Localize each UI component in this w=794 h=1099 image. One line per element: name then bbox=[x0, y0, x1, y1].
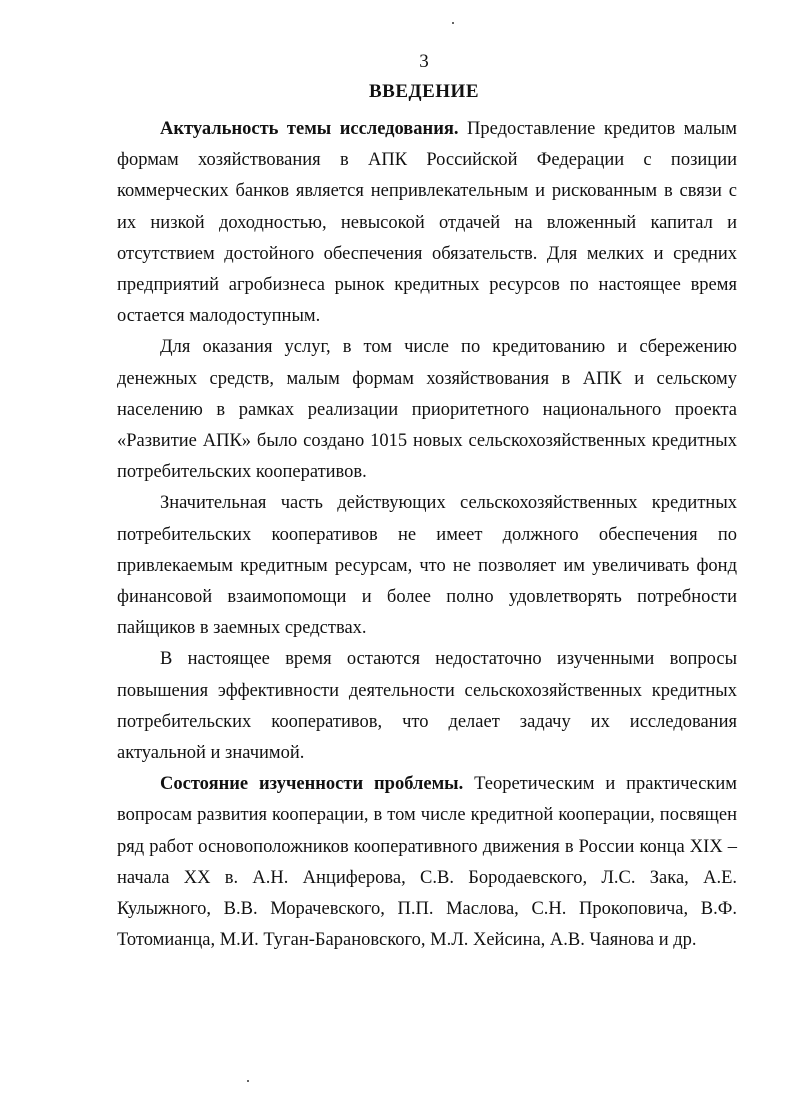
paragraph-efficiency bbox=[117, 644, 737, 769]
paragraph-cooperatives bbox=[117, 488, 737, 644]
paragraph-state-of-research bbox=[117, 769, 737, 956]
scan-speck bbox=[452, 22, 454, 24]
paragraph-text: В настоящее время остаются недостаточно изученными вопросы повышения эффективности деятельности сельскохозяйственных кредитных потребительских кооперативов, что делает задачу их исследования актуальной и значимой. bbox=[117, 649, 737, 764]
scan-speck bbox=[247, 1080, 249, 1082]
paragraph-text: Предоставление кредитов малым формам хозяйствования в АПК Российской Федерации с позиции коммерческих банков является непривлекательным и рискованным в связи с их низкой доходностью, невысокой отдачей на вложенный капитал и отсутствием достойного обеспечения обязательств. Для мелких и средних предприятий агробизнеса рынок кредитных ресурсов по настоящее время остается малодоступным. bbox=[117, 119, 737, 327]
paragraph-lead: Состояние изученности проблемы. bbox=[160, 774, 464, 795]
paragraph-services bbox=[117, 332, 737, 488]
body-text bbox=[117, 114, 737, 956]
section-title: ВВЕДЕНИЕ bbox=[369, 81, 479, 102]
paragraph-text: Для оказания услуг, в том числе по кредитованию и сбережению денежных средств, малым формам хозяйствования в АПК и сельскому населению в рамках реализации приоритетного национального проекта «Развитие АПК» было создано 1015 новых сельскохозяйственных кредитных потребительских кооперативов. bbox=[117, 337, 737, 483]
paragraph-relevance bbox=[117, 114, 737, 332]
paragraph-text: Значительная часть действующих сельскохозяйственных кредитных потребительских кооперативов не имеет должного обеспечения по привлекаемым кредитным ресурсам, что не позволяет им увеличивать фонд финансовой взаимопомощи и более полно удовлетворять потребности пайщиков в заемных средствах. bbox=[117, 493, 737, 639]
paragraph-lead: Актуальность темы исследования. bbox=[160, 119, 459, 139]
paragraph-text: Теоретическим и практическим вопросам развития кооперации, в том числе кредитной кооперации, посвящен ряд работ основоположников кооперативного движения в России конца XIX – начала XX в. А.Н. Анциферова, С.В. Бородаевского, Л.С. Зака, А.Е. Кулыжного, В.В. Морачевского, П.П. Маслова, С.Н. Прокоповича, В.Ф. Тотомианца, М.И. Туган-Барановского, М.Л. Хейсина, А.В. Чаянова и др. bbox=[117, 774, 737, 951]
page-number: 3 bbox=[419, 51, 429, 72]
